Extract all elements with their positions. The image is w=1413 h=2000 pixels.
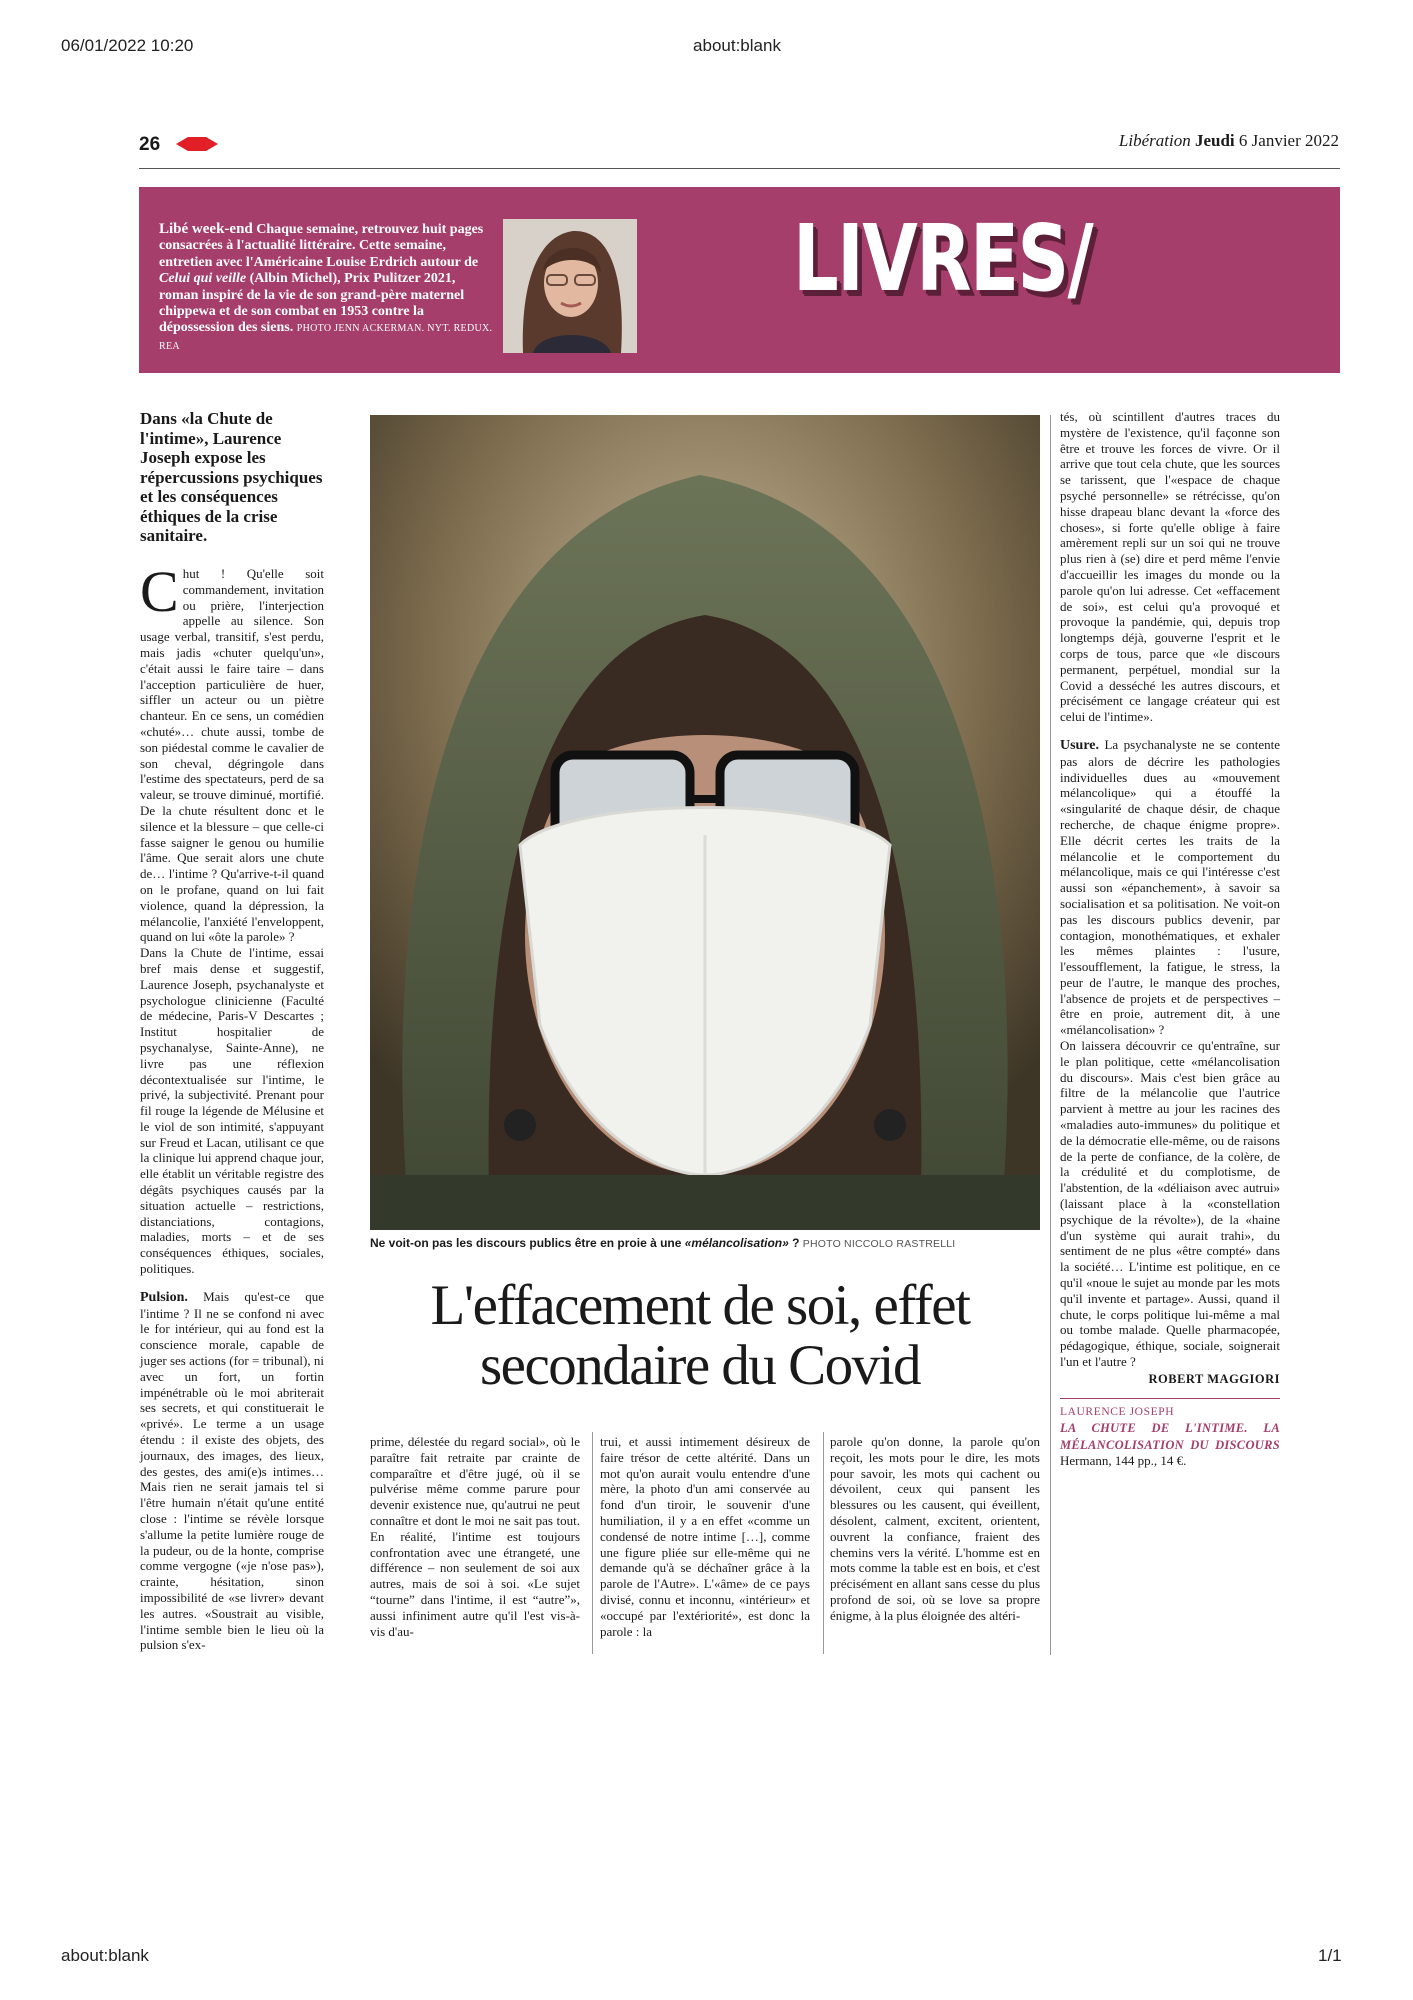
caption-italic: «mélancolisation»: [684, 1236, 789, 1250]
publication-name: Libération: [1118, 131, 1191, 150]
col4-text: parole qu'on donne, la parole qu'on reçoit, les mots pour le dire, les mots pour savoir, les mots qui cachent ou dévoilent, ceux qui pansent les blessures ou les causent, qui éveillent, désolent, calment, excitent, orientent, ouvrent la confiance, fraient des chemins vers la vérité. L'homme est en mots comme la table est en bois, et c'est précisément en allant sans cesse du plus profond de soi, où se love sa propre énigme, à la plus éloignée des altéri-: [830, 1434, 1040, 1623]
page-number: 26: [139, 134, 161, 155]
column-divider: [823, 1432, 824, 1654]
book-author: LAURENCE JOSEPH: [1060, 1405, 1175, 1418]
col1-paragraph-3: Mais qu'est-ce que l'intime ? Il ne se confond ni avec le for intérieur, qui au fond est la conscience morale, capable de juger ses actions (for = tribunal), ni avec un fort, un fortin impénétrable où le moi abriterait ses secrets, et qui constituerait le «privé». Le terme a un usage étendu : il existe des objets, des journaux, des images, des lieux, des gestes, des ami(e)s intimes… Mais rien ne serait jamais tel si l'être humain n'était qu'une entité close : l'intime se révèle lorsque s'allume la petite lumière rouge de la pudeur, ou de la honte, comprise comme vergogne («je n'ose pas»), crainte, hésitation, sinon impossibilité de «se livrer» devant les autres. «Soustrait au visible, l'intime semble bien le lieu où la pulsion s'ex-: [140, 1288, 324, 1653]
col3-text: trui, et aussi intimement désireux de faire trésor de cette altérité. Dans un mot qu'on aurait voulu entendre d'une mère, la photo d'un ami conservée au fond d'un tiroir, le souvenir d'une humiliation, il y a en effet «comme un condensé de notre intime […], comme une figure pliée sur elle-même qui ne demande qu'à se déchaîner grâce à la parole de l'Autre». L'«âme» de ce pays divisé, connu et inconnu, «intérieur» et «occupé par l'extériorité», est donc la parole : la: [600, 1434, 810, 1639]
article-column-5: [1060, 409, 1280, 1469]
subhead-pulsion: Pulsion.: [140, 1289, 188, 1305]
banner-body-2: (Albin Michel), Prix Pulitzer 2021, roman inspiré de la vie de son grand-père maternel chippewa et de son combat en 1953 contre la dépossession des siens.: [159, 271, 465, 336]
article-column-2: [370, 1434, 580, 1639]
byline: ROBERT MAGGIORI: [1148, 1371, 1280, 1386]
photo-caption: [370, 1236, 1050, 1250]
subhead-usure: Usure.: [1060, 737, 1100, 753]
col5-paragraph-1: tés, où scintillent d'autres traces du mystère de l'existence, qu'il façonne son être et trouve les forces de vivre. Or il arrive que tout cela chute, que les sources se tarissent, que l'«espace de chaque psyché personnelle» se rétrécisse, qu'on hisse drapeau blanc devant la «force des choses», si forte qu'elle oblige à faire amèrement repli sur un soi qui ne trouve plus rien à (se) dire et perd même l'envie d'accueillir les images du monde ou la parole qu'on lui adresse. Cet «effacement de soi», est celui qu'a provoqué et provoque la pandémie, qui, depuis trop longtemps déjà, gouverne l'esprit et le corps de tous, parce que «le discours permanent, perpétuel, mondial sur la Covid a desséché les autres discours, et précisément ce langage créateur qui est celui de l'intime».: [1060, 409, 1280, 725]
col2-text: prime, délestée du regard social», où le paraître fait retraite par crainte de comparaître et d'être jugé, où il se pulvérise même comme parure pour devenir existence nue, qu'autrui ne peut connaître et dont le moi ne sait pas tout. En réalité, l'intime est toujours confrontation avec une étrangeté, une différence – non seulement de soi aux autres, mais de soi à soi. «Le sujet “tourne” dans l'intime, il est “autre”», aussi infiniment autre qu'il l'est vis-à-vis d'au-: [370, 1434, 580, 1639]
drop-cap: C: [140, 559, 179, 624]
col1-paragraph-2: Dans la Chute de l'intime, essai bref mais dense et suggestif, Laurence Joseph, psychanalyste et psychologue clinicienne (Faculté de médecine, Paris-V Descartes ; Institut hospitalier de psychanalyse, Sainte-Anne), ne livre pas une réflexion décontextualisée sur l'intime, le privé, la subjectivité. Prenant pour fil rouge la légende de Mélusine et le viol de son intimité, s'appuyant sur Freud et Lacan, utilisant ce que la clinique lui apprend chaque jour, elle établit un véritable registre des dégâts psychiques causés par la situation actuelle – restrictions, distanciations, contagions, maladies, morts – et de ses conséquences éthiques, sociales, politiques.: [140, 945, 324, 1277]
book-details: Hermann, 144 pp., 14 €.: [1060, 1453, 1187, 1469]
photo-credit: PHOTO NICCOLO RASTRELLI: [802, 1238, 956, 1250]
headline: [360, 1276, 1040, 1396]
banner-book-title: Celui qui veille: [159, 271, 247, 287]
caption-end: ?: [788, 1236, 803, 1250]
col5-paragraph-2: La psychanalyste ne se contente pas alors de décrire les pathologies individuelles dues au «mouvement mélancolique» qui a étouffé la «singularité de chaque désir, de chaque recherche, de chaque énigme propre». Elle décrit certes les traits de la mélancolie et le comportement du mélancolique, mais ce qui l'intéresse c'est aussi son «épanchement», à savoir sa socialisation et sa politisation. Ne voit-on pas les discours publics devenir, par contagion, monothématiques, et exhaler les mêmes plaintes : l'usure, l'essoufflement, la fatigue, le stress, la peur de l'autre, le manque des proches, l'absence de projets et de perspectives – être en proie, autrement dit, à une «mélancolisation» ?: [1060, 736, 1280, 1038]
footer-url: about:blank: [61, 1946, 149, 1965]
article-column-4: [830, 1434, 1040, 1624]
col5-paragraph-3: On laissera découvrir ce qu'entraîne, sur le plan politique, cette «mélancolisation du discours». Mais c'est bien grâce au filtre de la mélancolie que l'autrice parvient à mettre au jour les racines des «maladies auto-immunes» du politique et de la démocratie elle-même, ou de raisons de la perte de confiance, de la colère, de la crédulité et du complotisme, de l'abstention, de la «déliaison avec autrui» (laissant place à la «constellation psychique de la révolte»), de la «haine d'un système qui aurait trahi», du sentiment de ne plus «être compté» dans la société… L'intime est politique, en ce qu'il «noue le sujet au monde par les mots qu'il invente et partage». Aussi, quand il chute, le corps politique lui-même a mal ou tombe malade. Quelle pharmacopée, pédagogique, éthique, sociale, soignerait l'un et l'autre ?: [1060, 1038, 1280, 1370]
header-rule: [139, 168, 1340, 169]
issue-day: Jeudi: [1194, 131, 1235, 150]
banner-body: Chaque semaine, retrouvez huit pages consacrées à l'actualité littéraire. Cette semaine, entretien avec l'Américaine Louise Erdrich autour de: [159, 222, 484, 270]
banner-text: [159, 221, 495, 355]
print-datetime: 06/01/2022 10:20: [61, 36, 194, 55]
banner-photo-credit: PHOTO JENN ACKERMAN. NYT. REDUX. REA: [159, 323, 493, 352]
article-column-1: [140, 559, 324, 1653]
column-divider: [592, 1432, 593, 1654]
issue-info: [900, 131, 1339, 151]
book-info: [1060, 1398, 1280, 1469]
headline-line-1: L'effacement de soi, effet: [430, 1274, 970, 1337]
print-url: about:blank: [693, 36, 781, 55]
masked-woman-photo: [370, 415, 1040, 1230]
standfirst: Dans «la Chute de l'intime», Laurence Joseph expose les répercussions psychiques et les conséquences éthiques de la crise sanitaire.: [140, 409, 323, 545]
books-banner: [139, 187, 1340, 373]
section-title: LIVRES/: [793, 205, 1093, 312]
author-portrait-image: [503, 219, 637, 353]
book-title: LA CHUTE DE L'INTIME. LA MÉLANCOLISATION DU DISCOURS: [1060, 1421, 1280, 1452]
col1-paragraph-1: hut ! Qu'elle soit commandement, invitation ou prière, l'interjection appelle au silence. Son usage verbal, transitif, s'est perdu, mais jadis «chuter quelqu'un», c'était aussi le faire taire – dans l'acception particulière de huer, siffler un acteur ou un piètre chanteur. En ce sens, un comédien «chuté»… chute aussi, tombe de son piédestal comme le cavalier de son cheval, dégringole dans l'estime des spectateurs, perd de sa valeur, se trouve diminué, mortifié. De la chute résultent donc et le silence et la blessure – que celle-ci fasse saigner le genou ou humilie l'âme. Que serait alors une chute de… l'intime ? Qu'arrive-t-il quand on le profane, quand on lui fait violence, quand la dépression, la mélancolie, l'anxiété l'enveloppent, quand on lui «ôte la parole» ?: [140, 566, 324, 945]
arrow-logo-icon: [176, 136, 218, 152]
banner-lead: Libé week-end: [159, 221, 253, 237]
main-photo: [370, 415, 1040, 1230]
issue-date: 6 Janvier 2022: [1238, 131, 1339, 150]
headline-line-2: secondaire du Covid: [479, 1334, 921, 1397]
article-column-3: [600, 1434, 810, 1639]
footer-page-count: 1/1: [1318, 1946, 1342, 1965]
author-portrait: [503, 219, 637, 353]
column-divider: [1050, 415, 1051, 1655]
caption-text: Ne voit-on pas les discours publics être en proie à une: [370, 1236, 685, 1250]
